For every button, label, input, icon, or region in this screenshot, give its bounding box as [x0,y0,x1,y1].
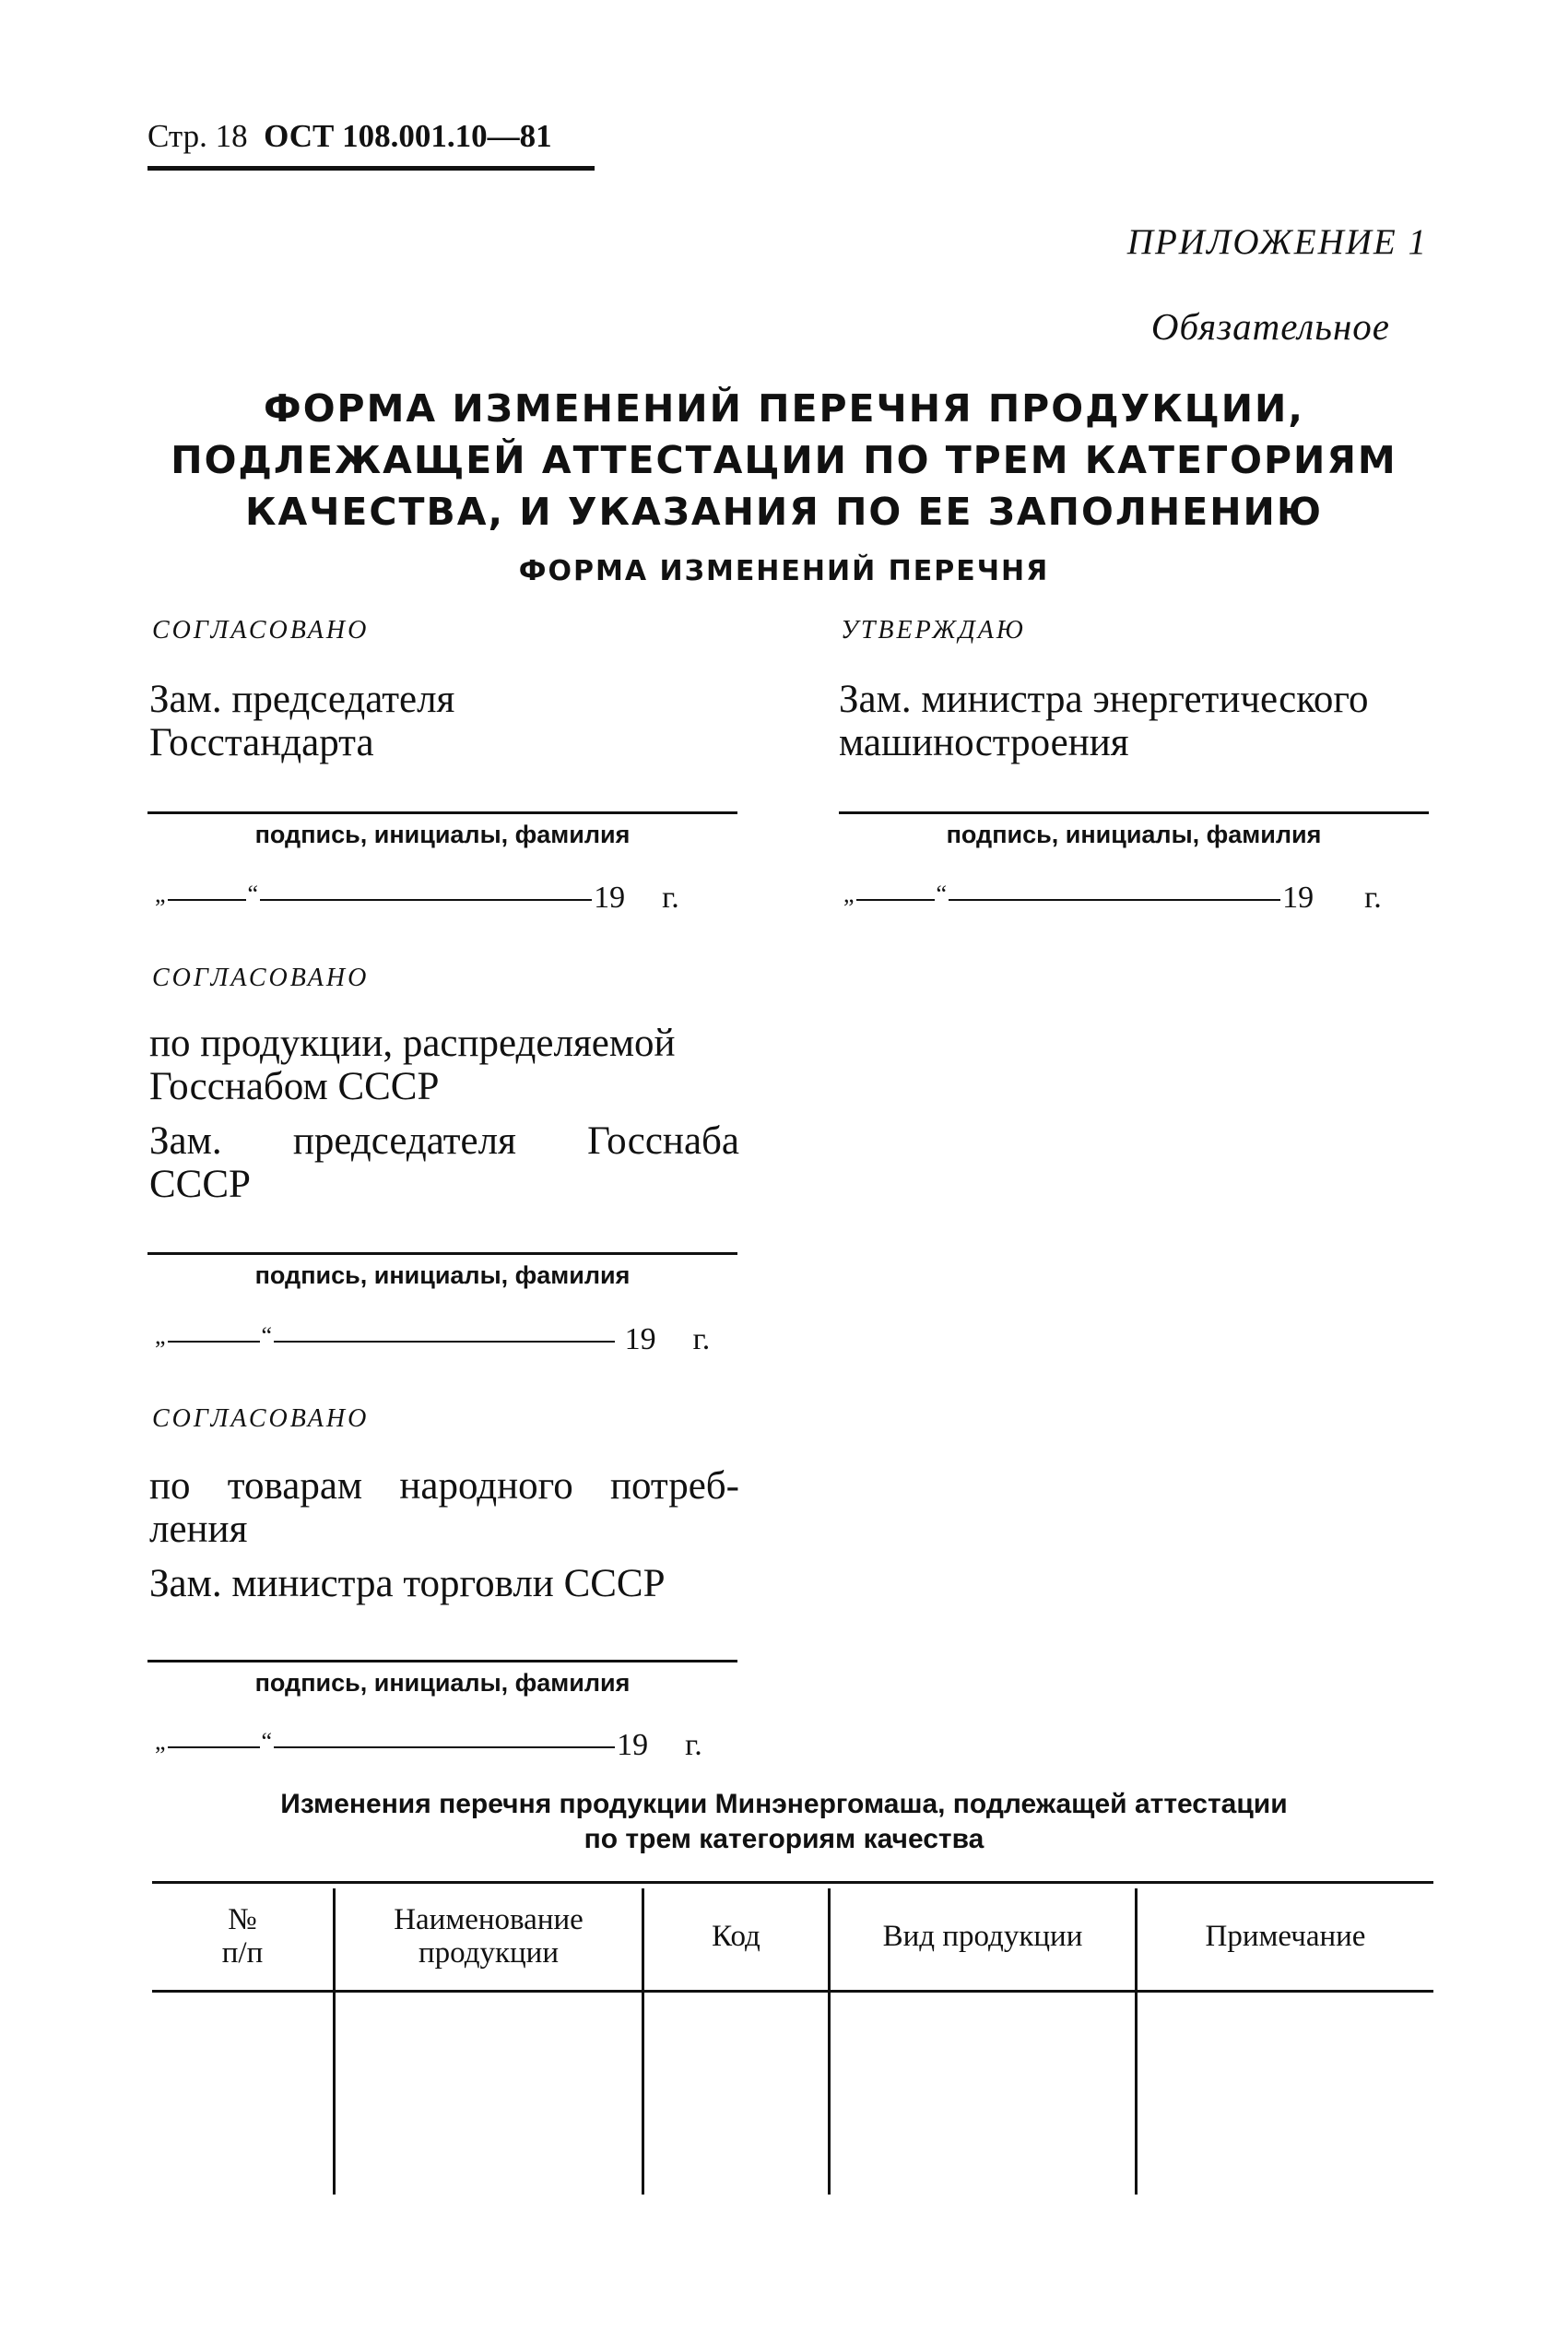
standard-code: ОСТ 108.001.10—81 [264,118,552,154]
org-line: СССР [149,1163,251,1206]
agreed-org [149,1464,739,1605]
date-day-blank[interactable] [856,899,935,901]
date-day-blank[interactable] [168,1746,260,1748]
org-line: Зам. председателя Госснаба [149,1119,739,1163]
date-day-blank[interactable] [168,899,246,901]
appendix-label: ПРИЛОЖЕНИЕ 1 [1126,222,1428,262]
signature-caption: подпись, инициалы, фамилия [254,1261,631,1289]
date-suffix: г. [692,1322,711,1356]
signature-caption: подпись, инициалы, фамилия [254,821,631,848]
date-day-blank[interactable] [168,1341,260,1343]
signature-caption: подпись, инициалы, фамилия [946,821,1322,848]
header-underline [147,166,595,171]
table-title [138,1787,1430,1857]
changes-table [152,1881,1433,2195]
org-line: Госстандарта [149,721,374,764]
date-line[interactable]: „ “ 19 г. [155,1728,702,1762]
org-line: Зам. министра энергетического [839,678,1369,721]
signature-line[interactable] [147,1252,737,1255]
column-header-type: Вид продукции [882,1920,1083,1953]
date-month-blank[interactable] [260,899,592,901]
org-line: Госснабом СССР [149,1065,440,1108]
signature-caption: подпись, инициалы, фамилия [254,1669,631,1697]
title-line: ФОРМА ИЗМЕНЕНИЙ ПЕРЕЧНЯ ПРОДУКЦИИ, [264,386,1304,431]
org-line: Зам. министра торговли СССР [149,1562,666,1605]
agreed-org [149,1022,739,1206]
org-line: ления [149,1508,248,1551]
date-line[interactable]: „ “ 19 г. [155,1322,711,1356]
form-subtitle: ФОРМА ИЗМЕНЕНИЙ ПЕРЕЧНЯ [518,555,1050,587]
column-header-note: Примечание [1205,1920,1366,1953]
org-line: по товарам народного потреб- [149,1464,739,1508]
column-header-name: Наименование продукции [394,1903,584,1970]
signature-line[interactable] [147,1660,737,1662]
date-line[interactable]: „ “ 19 г. [843,881,1382,915]
date-year-prefix: 19 [624,1322,656,1356]
approve-label: УТВЕРЖДАЮ [841,616,1026,645]
document-title [138,383,1430,538]
agreed-org [149,678,454,764]
column-header-code: Код [712,1920,760,1953]
org-line: Зам. председателя [149,678,455,721]
date-suffix: г. [1364,881,1382,915]
appendix-status: Обязательное [1150,305,1390,348]
page-number: Стр. 18 [147,118,248,154]
date-month-blank[interactable] [274,1746,615,1748]
signature-line[interactable] [147,811,737,814]
table-title-line: по трем категориям качества [584,1824,984,1854]
agreed-label: СОГЛАСОВАНО [152,1404,370,1433]
date-month-blank[interactable] [949,899,1280,901]
org-line: по продукции, распределяемой [149,1022,676,1065]
column-header-number: № п/п [221,1903,264,1970]
date-year-prefix: 19 [594,881,626,915]
date-line[interactable]: „ “ 19 г. [155,881,679,915]
agreed-label: СОГЛАСОВАНО [152,964,370,992]
signature-line[interactable] [839,811,1429,814]
date-year-prefix: 19 [1282,881,1315,915]
org-line: машиностроения [839,721,1129,764]
table-title-line: Изменения перечня продукции Минэнергомаша, подлежащей аттестации [280,1789,1288,1819]
approve-org [839,678,1368,764]
date-month-blank[interactable] [274,1341,615,1343]
date-suffix: г. [685,1728,702,1762]
title-line: ПОДЛЕЖАЩЕЙ АТТЕСТАЦИИ ПО ТРЕМ КАТЕГОРИЯМ [171,438,1397,482]
agreed-label: СОГЛАСОВАНО [152,616,370,645]
title-line: КАЧЕСТВА, И УКАЗАНИЯ ПО ЕЕ ЗАПОЛНЕНИЮ [245,490,1323,534]
date-year-prefix: 19 [617,1728,649,1762]
date-suffix: г. [662,881,679,915]
page-header [147,118,552,155]
